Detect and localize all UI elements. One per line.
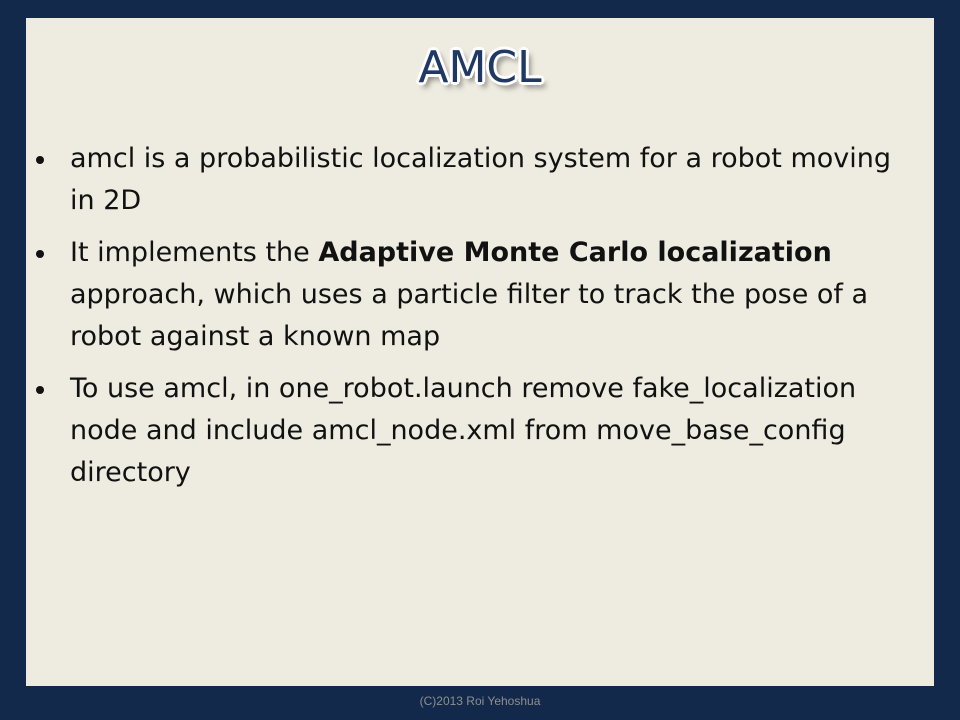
- slide-footer: (C)2013 Roi Yehoshua: [419, 694, 541, 708]
- bullet-item-amcl-definition: [30, 138, 910, 222]
- bullet-text: amcl is a probabilistic localization system for a robot moving in 2D: [70, 143, 891, 216]
- bullet-text-bold: Adaptive Monte Carlo localization: [318, 237, 832, 268]
- bullet-dot: [36, 156, 44, 164]
- bullet-dot: [36, 250, 44, 258]
- bullet-text-after: approach, which uses a particle filter to track the pose of a robot against a known map: [70, 279, 869, 352]
- slide-title: AMCL: [418, 42, 542, 93]
- bullet-list: [30, 138, 910, 504]
- bullet-item-amcl-approach: [30, 232, 910, 358]
- bullet-text-before: It implements the: [70, 237, 319, 268]
- bullet-item-amcl-usage: [30, 368, 910, 494]
- bullet-text: To use amcl, in one_robot.launch remove fake_localization node and include amcl_node.xml from move_base_config directory: [70, 373, 857, 488]
- bullet-dot: [36, 386, 44, 394]
